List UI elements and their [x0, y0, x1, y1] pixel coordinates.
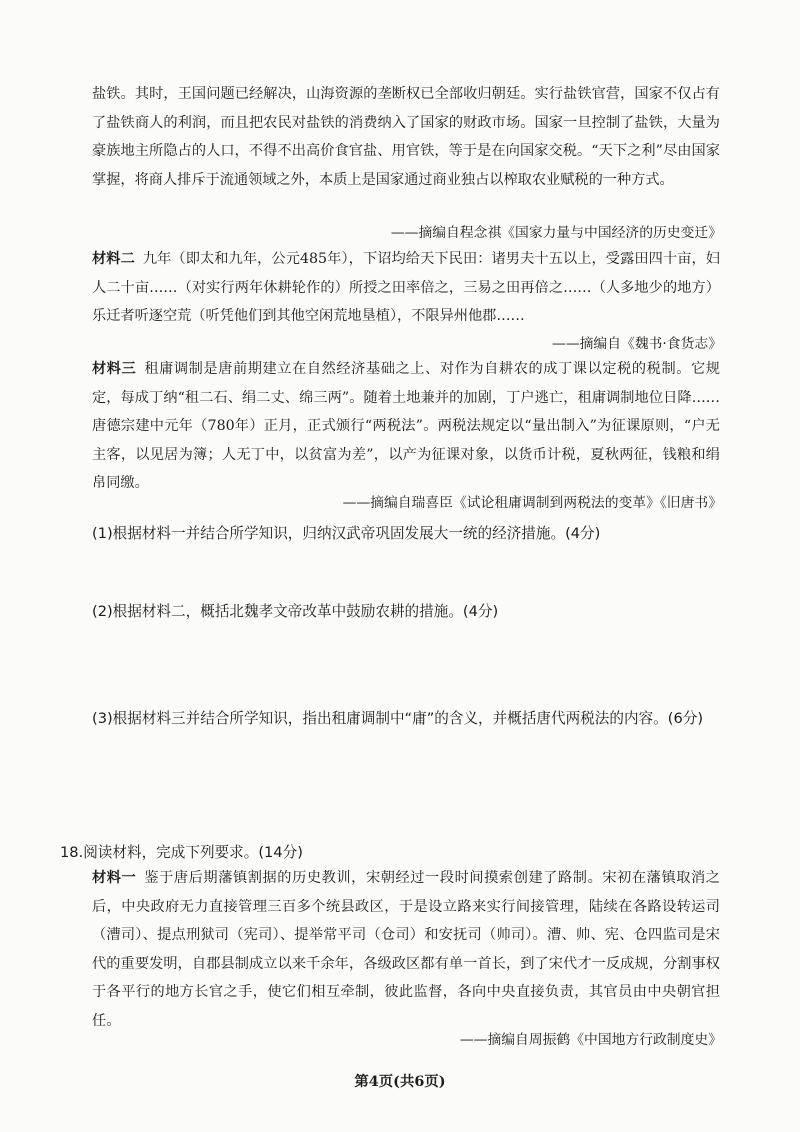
material2-label: 材料二: [92, 251, 135, 267]
question-1: (1)根据材料一并结合所学知识，归纳汉武帝巩固发展大一统的经济措施。(4分): [92, 525, 601, 542]
question18-material1-block: [92, 864, 720, 1036]
material1-continued-text: 盐铁。其时，王国问题已经解决，山海资源的垄断权已全部收归朝廷。实行盐铁官营，国家不仅占有了盐铁商人的利润，而且把农民对盐铁的消费纳入了国家的财政市场。国家一旦控制了盐铁，大量为豪族地主所隐占的人口，不得不出高价食官盐、用官铁，等于是在向国家交税。“天下之利”尽由国家掌握，将商人排斥于流通领域之外，本质上是国家通过商业独占以榨取农业赋税的一种方式。: [92, 86, 720, 188]
material3-text: 租庸调制是唐前期建立在自然经济基础之上、对作为自耕农的成丁课以定税的税制。它规定，每成丁纳“租二石、绢二丈、绵三两”。随着土地兼并的加剧，丁户逃亡，租庸调制地位日降……唐德宗建中元年（780年）正月，正式颁行“两税法”。两税法规定以“量出制入”为征课原则，“户无主客，以见居为簿；人无丁中，以贫富为差”，以产为征课对象，以货币计税，夏秋两征，钱粮和绢帛同缴。: [92, 361, 720, 492]
material3-source: ——摘编自瑞喜臣《试论租庸调制到两税法的变革》《旧唐书》: [342, 495, 722, 511]
material2-text: 九年（即太和九年，公元485年），下诏均给天下民田：诸男夫十五以上，受露田四十亩，妇人二十亩……（对实行两年休耕轮作的）所授之田率倍之，三易之田再倍之……（人多地少的地方）乐迁者听逐空荒（听凭他们到其他空闲荒地垦植），不限异州他郡……: [92, 251, 720, 325]
material2-block: [92, 245, 720, 331]
material3-block: [92, 355, 720, 498]
question18-material1-label: 材料一: [92, 870, 137, 886]
page-number-footer: 第4页(共6页): [354, 1073, 446, 1090]
question18-material1-source: ——摘编自周振鹤《中国地方行政制度史》: [459, 1032, 722, 1048]
question-2: (2)根据材料二，概括北魏孝文帝改革中鼓励农耕的措施。(4分): [92, 603, 499, 620]
material3-label: 材料三: [92, 361, 137, 377]
question-18-heading: 18.阅读材料，完成下列要求。(14分): [60, 844, 303, 861]
material1-source: ——摘编自程念祺《国家力量与中国经济的历史变迁》: [390, 225, 722, 241]
question-3: (3)根据材料三并结合所学知识，指出租庸调制中“庸”的含义，并概括唐代两税法的内容。(6分): [92, 710, 704, 727]
material2-source: ——摘编自《魏书·食货志》: [552, 336, 722, 352]
question18-material1-text: 鉴于唐后期藩镇割据的历史教训，宋朝经过一段时间摸索创建了路制。宋初在藩镇取消之后，中央政府无力直接管理三百多个统县政区，于是设立路来实行间接管理，陆续在各路设转运司（漕司）、提点刑狱司（宪司）、提举常平司（仓司）和安抚司（帅司）。漕、帅、宪、仓四监司是宋代的重要发明，自郡县制成立以来千余年，各级政区都有单一首长，到了宋代才一反成规，分割事权于各平行的地方长官之手，使它们相互牵制，彼此监督，各向中央直接负责，其官员由中央朝官担任。: [92, 870, 720, 1029]
